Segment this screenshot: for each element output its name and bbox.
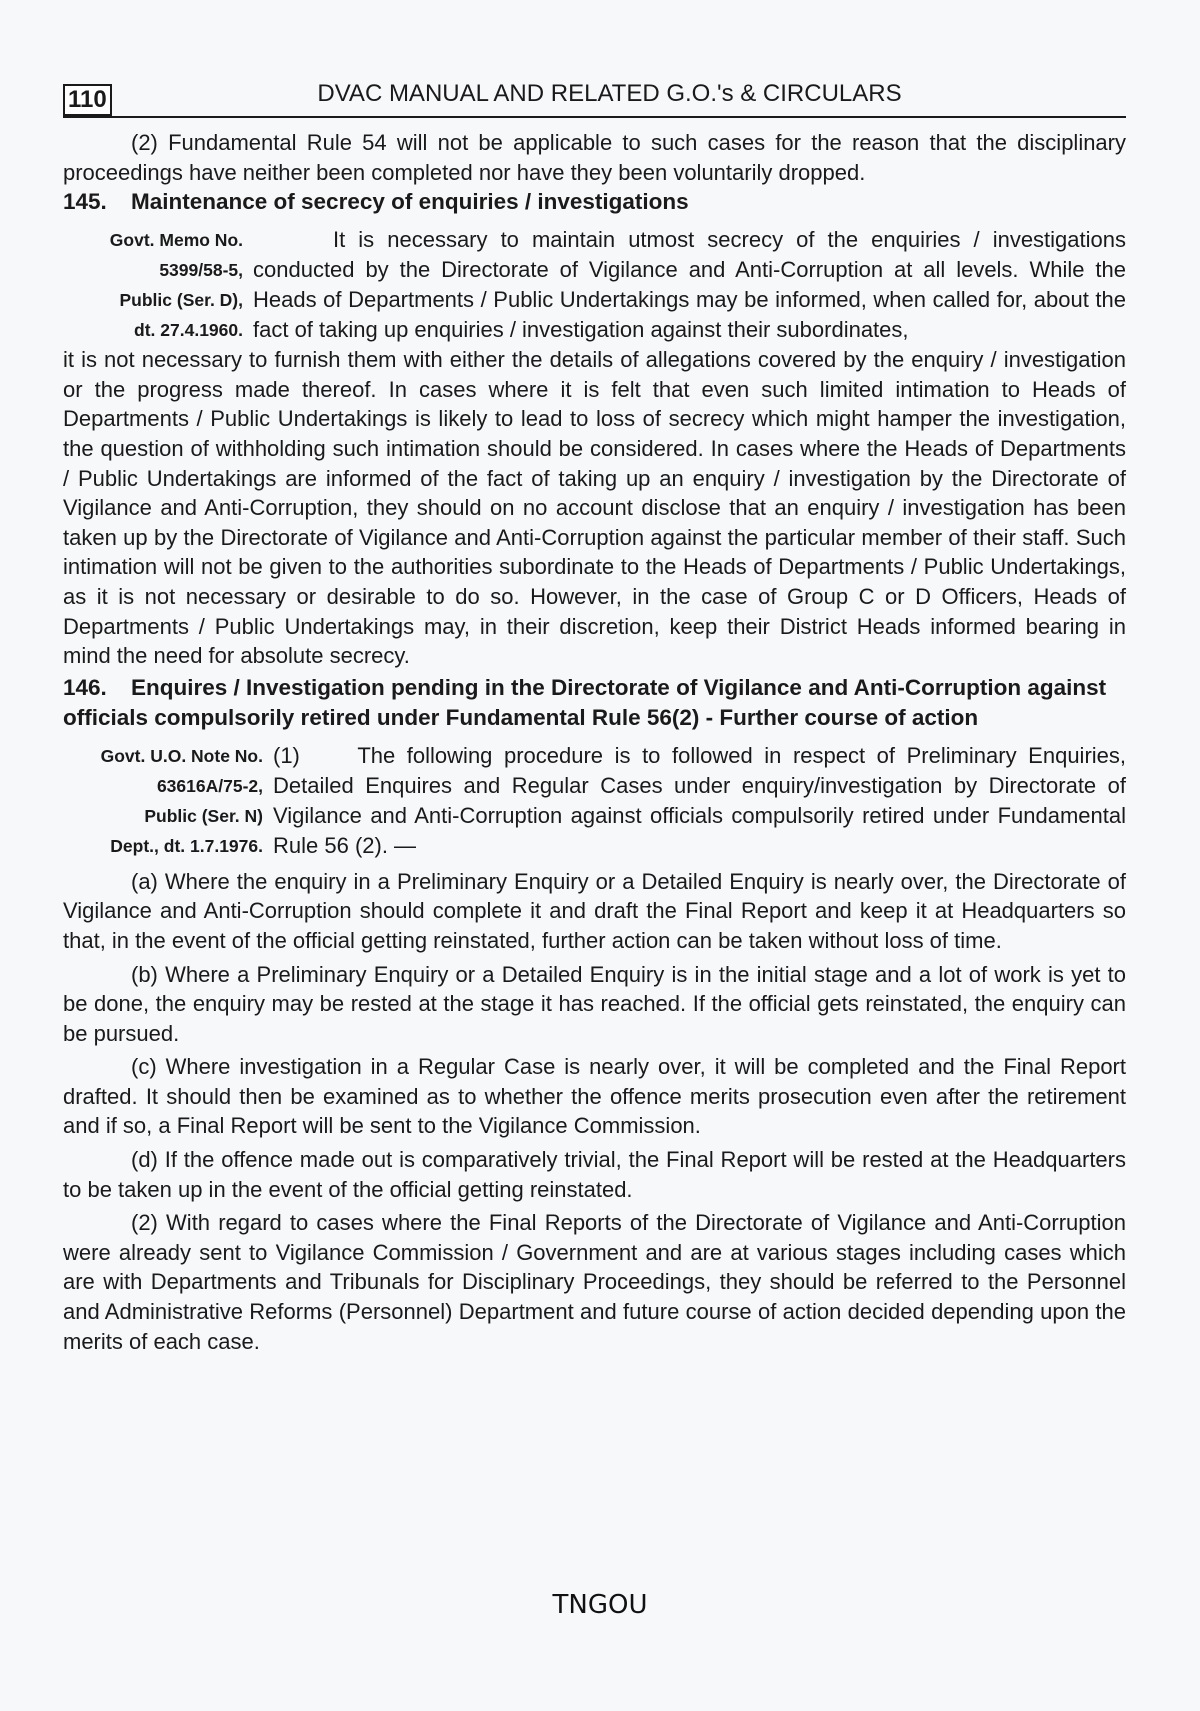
list-item: (2) With regard to cases where the Final Reports of the Directorate of Vigilance and Anti-Corruption were already sent to Vigilance Commission / Government and are at various stages including cases which are with Departments and Tribunals for Disciplinary Proceedings, they should be referred to the Personnel and Administrative Reforms (Personnel) Department and future course of action decided depending upon the merits of each case. <box>63 1210 1126 1354</box>
government-reference <box>63 225 253 345</box>
running-head: DVAC MANUAL AND RELATED G.O.'s & CIRCULARS <box>317 80 902 107</box>
list-item: (a) Where the enquiry in a Preliminary Enquiry or a Detailed Enquiry is nearly over, the Directorate of Vigilance and Anti-Corruption should complete it and draft the Final Report and keep it at Headquarters so that, in the event of the official getting reinstated, further action can be taken without loss of time. <box>63 868 1126 953</box>
reference-line: 5399/58-5, <box>159 260 243 281</box>
document-page <box>63 80 1133 1356</box>
list-item: (b) Where a Preliminary Enquiry or a Detailed Enquiry is in the initial stage and a lot of work is yet to be done, the enquiry may be rested at the stage it has reached. If the official gets reinstated, the enquiry can be pursued. <box>63 961 1126 1046</box>
reference-block-145 <box>63 225 1126 345</box>
section-heading-146 <box>63 673 1126 733</box>
page-header <box>63 80 1126 118</box>
section-title: Maintenance of secrecy of enquiries / investigations <box>131 189 689 215</box>
reference-line: 63616A/75-2, <box>156 775 263 796</box>
reference-line: Public (Ser. N) <box>144 805 263 826</box>
reference-paragraph: (1) The following procedure is to followed in respect of Preliminary Enquiries, Detailed Enquires and Regular Cases under enquiry/investigation by Directorate of Vigilance and Anti-Corruption against officials compulsorily retired under Fundamental Rule 56 (2). — <box>273 742 1133 858</box>
section-body-paragraph: it is not necessary to furnish them with either the details of allegations covered by the enquiry / investigation or the progress made thereof. In cases where it is felt that even such limited intimation to Heads of Departments / Public Undertakings is likely to lead to loss of secrecy which might hamper the investigation, the question of withholding such intimation should be considered. In cases where the Heads of Departments / Public Undertakings are informed of the fact of taking up an enquiry / investigation by the Directorate of Vigilance and Anti-Corruption, they should on no account disclose that an enquiry / investigation has been taken up by the Directorate of Vigilance and Anti-Corruption against the particular member of their staff. Such intimation will not be given to the authorities subordinate to the Heads of Departments / Public Undertakings, as it is not necessary or desirable to do so. However, in the case of Group C or D Officers, Heads of Departments / Public Undertakings may, in their discretion, keep their District Heads informed bearing in mind the need for absolute secrecy. <box>63 347 1126 669</box>
reference-line: Dept., dt. 1.7.1976. <box>110 835 263 856</box>
section-number: 146. <box>63 674 107 700</box>
list-item: (c) Where investigation in a Regular Case is nearly over, it will be completed and the Final Report drafted. It should then be examined as to whether the offence merits prosecution even after the retirement and if so, a Final Report will be sent to the Vigilance Commission. <box>63 1054 1126 1139</box>
reference-line: Govt. U.O. Note No. <box>100 745 263 766</box>
reference-line: Public (Ser. D), <box>119 290 243 311</box>
page-number: 110 <box>63 84 112 116</box>
reference-block-146 <box>63 741 1133 861</box>
footer-watermark: TNGOU <box>552 1590 648 1620</box>
intro-paragraph: (2) Fundamental Rule 54 will not be applicable to such cases for the reason that the disciplinary proceedings have neither been completed nor have they been voluntarily dropped. <box>63 130 1126 185</box>
section-number: 145. <box>63 189 107 215</box>
section-heading-145 <box>63 187 1126 217</box>
reference-line: dt. 27.4.1960. <box>134 320 243 341</box>
section-title: Enquires / Investigation pending in the Directorate of Vigilance and Anti-Corruption against officials compulsorily retired under Fundamental Rule 56(2) - Further course of action <box>63 674 1107 730</box>
list-item: (d) If the offence made out is comparatively trivial, the Final Report will be rested at the Headquarters to be taken up in the event of the official getting reinstated. <box>63 1147 1126 1202</box>
reference-line: Govt. Memo No. <box>109 230 243 251</box>
reference-paragraph: It is necessary to maintain utmost secrecy of the enquiries / investigations conducted by the Directorate of Vigilance and Anti-Corruption at all levels. While the Heads of Departments / Public Undertakings may be informed, when called for, about the fact of taking up enquiries / investigation against their subordinates, <box>253 227 1126 343</box>
government-reference <box>63 741 273 861</box>
